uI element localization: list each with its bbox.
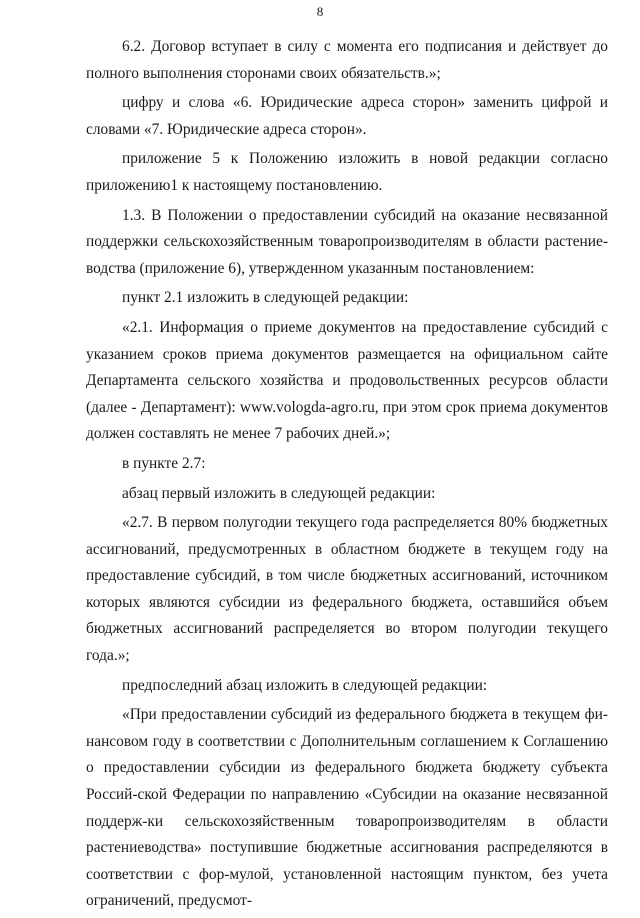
- paragraph: «2.1. Информация о приеме документов на предоставление субсидий с указанием сроков приема документов размещается на официальном сайте Департамента сельского хозяйства и продовольственных ресурсов области (далее - Департамент): www.vologda-agro.ru, при этом срок приема документов должен составлять не менее 7 рабочих дней.»;: [86, 318, 608, 443]
- paragraph: предпоследний абзац изложить в следующей редакции:: [122, 676, 488, 694]
- page-number: 8: [316, 4, 324, 19]
- paragraph: 1.3. В Положении о предоставлении субсидий на оказание несвязанной поддержки сельскохозяйственным товаропроизводителям в области растение-водства (приложение 6), утвержденном указанным постановлением:: [86, 206, 608, 277]
- paragraph: цифру и слова «6. Юридические адреса сторон» заменить цифрой и словами «7. Юридические адреса сторон».: [86, 94, 608, 138]
- paragraph: «2.7. В первом полугодии текущего года распределяется 80% бюджетных ассигнований, предусмотренных в областном бюджете в текущем году на предоставление субсидий, в том числе бюджетных ассигнований, источником которых являются субсидии из федерального бюджета, оставшийся объем бюджетных ассигнований распределяется во втором полугодии текущего года.»;: [86, 514, 608, 665]
- document-body: [86, 34, 608, 918]
- paragraph: в пункте 2.7:: [122, 454, 206, 472]
- paragraph: абзац первый изложить в следующей редакции:: [122, 484, 436, 502]
- paragraph: пункт 2.1 изложить в следующей редакции:: [122, 289, 409, 307]
- paragraph: приложение 5 к Положению изложить в новой редакции согласно приложению1 к настоящему постановлению.: [86, 150, 608, 194]
- paragraph: 6.2. Договор вступает в силу с момента его подписания и действует до полного выполнения сторонами своих обязательств.»;: [86, 38, 608, 82]
- paragraph: «При предоставлении субсидий из федерального бюджета в текущем фи-нансовом году в соответствии с Дополнительным соглашением к Соглашению о предоставлении субсидии из федерального бюджета бюджету субъекта Россий-ской Федерации по направлению «Субсидии на оказание несвязанной поддерж-ки сельскохозяйственным товаропроизводителям в области растениеводства» поступившие бюджетные ассигнования распределяются в соответствии с фор-мулой, установленной настоящим пунктом, без учета ограничений, предусмот-: [86, 706, 608, 910]
